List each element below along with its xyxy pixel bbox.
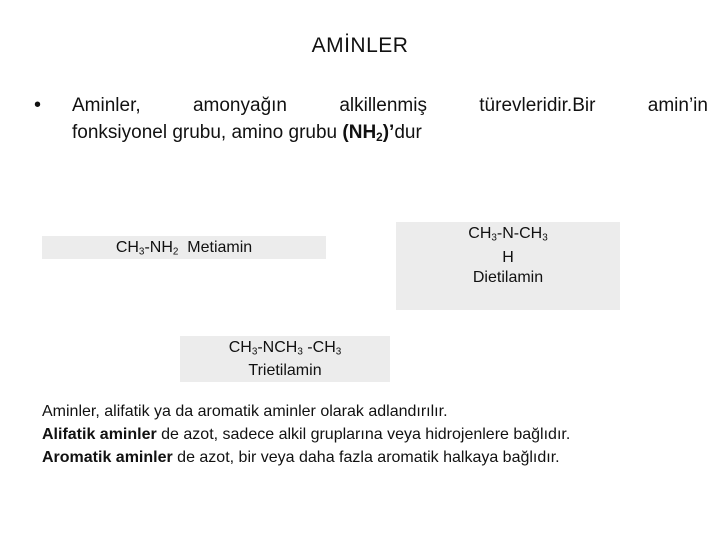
bullet-line-2-suffix: dur [394,122,422,143]
formula-subscript: 3 [297,346,303,358]
bullet-word: türevleridir.Bir [479,95,596,116]
description-paragraph [42,400,702,469]
metiamin-box [42,236,326,259]
dietilamin-name: Dietilamin [472,269,544,287]
para-line-3-rest: de azot, bir veya daha fazla aromatik halkaya bağlıdır. [172,449,560,466]
para-line-3 [42,446,702,469]
formula-subscript: 3 [542,232,548,244]
nh2-main: (NH [342,122,377,143]
formula-part: CH [228,339,252,356]
para-line-2 [42,423,702,446]
formula-part: -CH [302,339,336,356]
nh2-formula [342,122,394,143]
formula-subscript: 3 [335,346,342,358]
bullet-line-2 [72,119,708,151]
bullet-line-2-prefix: fonksiyonel grubu, amino grubu [72,122,343,143]
metiamin-name: Metiamin [187,239,253,256]
formula-subscript: 3 [251,346,258,358]
dietilamin-h: H [502,249,514,267]
trietilamin-formula [180,338,390,361]
dietilamin-formula [396,224,620,248]
aromatik-term: Aromatik aminler [42,449,173,466]
bullet-word: amonyağın [192,95,287,116]
para-line-1: Aminler, alifatik ya da aromatik aminler olarak adlandırılır. [42,403,448,420]
trietilamin-box [180,336,390,382]
dietilamin-box [396,222,620,310]
formula-subscript: 3 [491,232,497,244]
formula-subscript: 2 [172,246,179,258]
para-line-2-rest: de azot, sadece alkil gruplarına veya hidrojenlere bağlıdır. [156,426,571,443]
formula-part: -NCH [257,339,298,356]
formula-part: -N-CH [496,225,543,242]
nh2-close: )’ [382,122,395,143]
bullet-line-1 [72,92,708,119]
nh2-subscript: 2 [376,130,383,144]
formula-part: CH [468,225,492,242]
bullet-word: alkillenmiş [339,95,427,116]
bullet-word: Aminler, [72,95,141,116]
bullet-word: amin’in [647,95,708,116]
bullet-symbol: • [34,94,42,116]
formula-part: CH [115,239,139,256]
slide-title: AMİNLER [311,34,409,57]
trietilamin-name: Trietilamin [248,362,322,380]
formula-subscript: 3 [138,246,145,258]
metiamin-formula [116,236,252,263]
alifatik-term: Alifatik aminler [42,426,157,443]
bullet-text [72,92,708,151]
formula-part: -NH [144,239,173,256]
